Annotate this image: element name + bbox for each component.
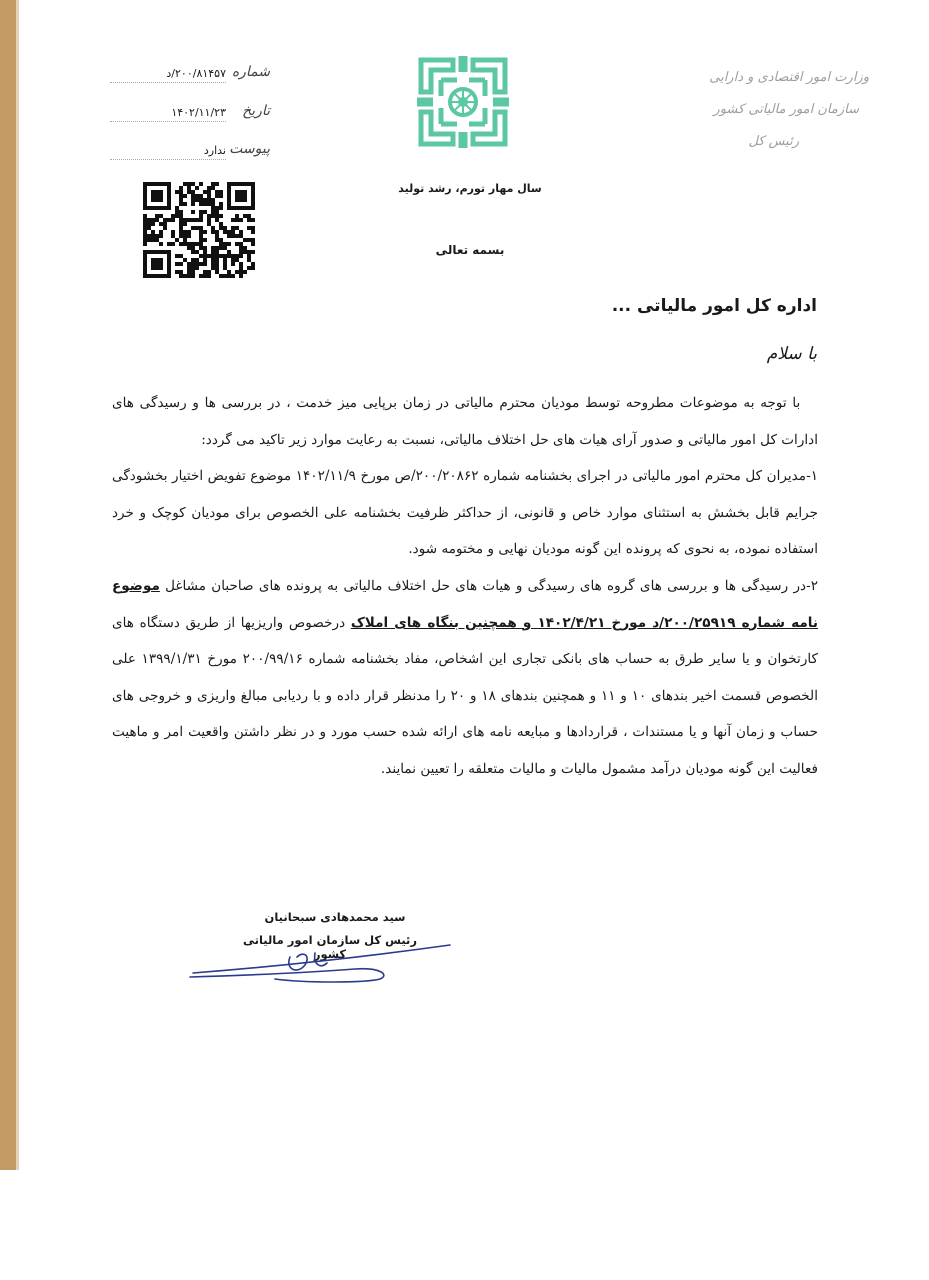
qr-module — [187, 270, 191, 274]
date-label: تاریخ — [242, 103, 270, 119]
qr-module — [247, 254, 251, 258]
qr-module — [247, 214, 251, 218]
qr-module — [187, 190, 191, 194]
qr-module — [147, 218, 151, 222]
qr-module — [243, 250, 247, 254]
qr-module — [251, 226, 255, 230]
qr-module — [191, 274, 195, 278]
qr-module — [215, 254, 219, 258]
ministry-letterhead — [679, 62, 869, 158]
qr-module — [251, 230, 255, 234]
qr-module — [243, 270, 247, 274]
qr-module — [219, 274, 223, 278]
qr-module — [219, 226, 223, 230]
number-value: ۲۰۰/۸۱۴۵۷/د — [166, 67, 226, 80]
qr-module — [179, 202, 183, 206]
qr-module — [247, 258, 251, 262]
qr-module — [171, 234, 175, 238]
qr-module — [231, 226, 235, 230]
qr-module — [211, 202, 215, 206]
qr-module — [183, 234, 187, 238]
qr-module — [203, 230, 207, 234]
item-2-paragraph — [112, 568, 818, 788]
qr-module — [199, 202, 203, 206]
qr-module — [187, 218, 191, 222]
qr-module — [223, 230, 227, 234]
qr-module — [215, 194, 219, 198]
qr-module — [183, 238, 187, 242]
qr-module — [203, 202, 207, 206]
qr-module — [231, 218, 235, 222]
qr-module — [187, 186, 191, 190]
qr-module — [187, 230, 191, 234]
qr-module — [227, 250, 231, 254]
qr-module — [211, 214, 215, 218]
qr-module — [231, 274, 235, 278]
qr-module — [199, 182, 203, 186]
qr-module — [187, 182, 191, 186]
qr-module — [215, 230, 219, 234]
qr-module — [143, 218, 147, 222]
qr-module — [187, 262, 191, 266]
qr-module — [195, 194, 199, 198]
qr-module — [207, 214, 211, 218]
qr-module — [203, 190, 207, 194]
qr-module — [143, 234, 147, 238]
attachment-row — [110, 141, 270, 163]
qr-module — [183, 182, 187, 186]
qr-module — [207, 186, 211, 190]
qr-module — [195, 226, 199, 230]
ministry-line: وزارت امور اقتصادی و دارایی — [709, 70, 869, 85]
qr-module — [175, 206, 179, 210]
qr-module — [231, 254, 235, 258]
qr-module — [183, 230, 187, 234]
qr-module — [231, 262, 235, 266]
qr-module — [167, 242, 171, 246]
qr-module — [199, 198, 203, 202]
attachment-value: ندارد — [203, 144, 226, 157]
qr-module — [187, 242, 191, 246]
qr-module — [179, 214, 183, 218]
qr-module — [143, 230, 147, 234]
qr-module — [239, 274, 243, 278]
qr-module — [195, 218, 199, 222]
qr-module — [187, 234, 191, 238]
qr-module — [199, 238, 203, 242]
qr-module — [143, 242, 147, 246]
qr-module — [215, 250, 219, 254]
signatory-name: سید محمدهادی سبحانیان — [264, 910, 406, 924]
qr-module — [239, 234, 243, 238]
qr-module — [227, 274, 231, 278]
organization-line: سازمان امور مالیاتی کشور — [713, 102, 859, 117]
qr-module — [219, 238, 223, 242]
qr-module — [179, 186, 183, 190]
qr-module — [159, 242, 163, 246]
qr-module — [239, 218, 243, 222]
qr-module — [191, 226, 195, 230]
qr-module — [195, 266, 199, 270]
qr-module — [235, 258, 239, 262]
qr-module — [251, 262, 255, 266]
greeting: با سلام — [766, 344, 817, 364]
qr-module — [211, 262, 215, 266]
attachment-dotted-line — [110, 159, 226, 160]
qr-module — [187, 266, 191, 270]
qr-module — [215, 190, 219, 194]
qr-module — [183, 194, 187, 198]
qr-module — [215, 262, 219, 266]
qr-module — [199, 246, 203, 250]
qr-module — [175, 262, 179, 266]
qr-module — [211, 226, 215, 230]
qr-module — [147, 222, 151, 226]
qr-module — [247, 266, 251, 270]
qr-module — [179, 242, 183, 246]
qr-module — [203, 270, 207, 274]
qr-module — [239, 246, 243, 250]
qr-module — [179, 230, 183, 234]
attachment-label: پیوست — [229, 141, 270, 157]
qr-code — [143, 182, 255, 278]
qr-module — [203, 262, 207, 266]
qr-module — [239, 270, 243, 274]
qr-module — [247, 226, 251, 230]
qr-module — [199, 214, 203, 218]
qr-module — [159, 230, 163, 234]
qr-module — [167, 218, 171, 222]
number-label: شماره — [231, 64, 270, 80]
qr-module — [219, 206, 223, 210]
qr-module — [143, 226, 147, 230]
qr-module — [235, 242, 239, 246]
qr-module — [191, 190, 195, 194]
qr-module — [171, 214, 175, 218]
qr-module — [179, 226, 183, 230]
qr-module — [239, 262, 243, 266]
qr-module — [175, 214, 179, 218]
qr-module — [235, 234, 239, 238]
qr-module — [227, 270, 231, 274]
qr-module — [227, 234, 231, 238]
qr-module — [239, 250, 243, 254]
qr-module — [231, 234, 235, 238]
qr-module — [151, 218, 155, 222]
qr-module — [199, 218, 203, 222]
qr-module — [203, 258, 207, 262]
qr-module — [207, 198, 211, 202]
qr-module — [215, 234, 219, 238]
qr-module — [223, 246, 227, 250]
qr-module — [223, 226, 227, 230]
qr-module — [231, 258, 235, 262]
qr-module — [239, 242, 243, 246]
qr-module — [179, 198, 183, 202]
qr-module — [195, 186, 199, 190]
qr-module — [251, 238, 255, 242]
qr-module — [183, 202, 187, 206]
qr-module — [235, 226, 239, 230]
qr-module — [211, 254, 215, 258]
qr-module — [151, 222, 155, 226]
qr-module — [235, 254, 239, 258]
qr-module — [151, 238, 155, 242]
qr-module — [215, 258, 219, 262]
qr-module — [219, 202, 223, 206]
qr-module — [227, 230, 231, 234]
qr-module — [163, 226, 167, 230]
qr-module — [183, 218, 187, 222]
qr-module — [195, 242, 199, 246]
qr-module — [151, 234, 155, 238]
qr-module — [215, 270, 219, 274]
date-value: ۱۴۰۲/۱۱/۲۳ — [171, 106, 226, 119]
qr-module — [219, 190, 223, 194]
qr-module — [147, 234, 151, 238]
item-2-subject: موضوع نامه شماره ۲۰۰/۲۵۹۱۹/د مورخ ۱۴۰۲/۴/۲۱ و همچنین بنگاه های املاک — [112, 577, 819, 631]
qr-module — [211, 210, 215, 214]
qr-module — [215, 214, 219, 218]
qr-module — [227, 242, 231, 246]
qr-module — [211, 206, 215, 210]
letter-number-row — [110, 64, 270, 86]
qr-module — [159, 234, 163, 238]
qr-module — [207, 254, 211, 258]
qr-module — [199, 242, 203, 246]
office-line: رئیس کل — [748, 134, 799, 149]
qr-module — [179, 218, 183, 222]
qr-module — [211, 258, 215, 262]
qr-module — [251, 242, 255, 246]
qr-module — [223, 258, 227, 262]
qr-module — [203, 210, 207, 214]
qr-module — [191, 242, 195, 246]
qr-module — [219, 194, 223, 198]
qr-module — [155, 234, 159, 238]
qr-module — [251, 266, 255, 270]
qr-module — [171, 230, 175, 234]
qr-module — [207, 202, 211, 206]
tax-organization-logo — [413, 52, 513, 152]
qr-module — [207, 218, 211, 222]
qr-module — [179, 222, 183, 226]
qr-module — [175, 210, 179, 214]
qr-module — [223, 254, 227, 258]
qr-module — [179, 262, 183, 266]
qr-module — [191, 218, 195, 222]
qr-module — [163, 222, 167, 226]
qr-module — [171, 242, 175, 246]
qr-module — [243, 238, 247, 242]
addressee: اداره کل امور مالیاتی ... — [611, 296, 817, 316]
qr-module — [215, 182, 219, 186]
qr-module — [243, 214, 247, 218]
qr-module — [199, 210, 203, 214]
qr-module — [219, 246, 223, 250]
qr-module — [179, 190, 183, 194]
qr-module — [195, 258, 199, 262]
qr-module — [215, 206, 219, 210]
item-2-lead: ۲-در رسیدگی ها و بررسی های گروه های رسیدگی و هیات های حل اختلاف مالیاتی به پرونده های صاحبان مشاغل — [159, 577, 818, 594]
qr-module — [183, 242, 187, 246]
qr-module — [191, 202, 195, 206]
qr-module — [207, 190, 211, 194]
qr-module — [211, 250, 215, 254]
item-1-paragraph: ۱-مدیران کل محترم امور مالیاتی در اجرای بخشنامه شماره ۲۰۰/۲۰۸۶۲/ص مورخ ۱۴۰۲/۱۱/۹ موضوع تفویض اختیار بخشودگی جرایم قابل بخشش به استثنای موارد خاص و قانونی، از حداکثر ظرفیت بخشنامه علی الخصوص برای مودیان کوچک و خرد استفاده نموده، به نحوی که پرونده این گونه مودیان نهایی و مختومه شود. — [112, 468, 818, 558]
qr-module — [211, 182, 215, 186]
year-slogan: سال مهار تورم، رشد تولید — [398, 182, 542, 195]
qr-module — [203, 246, 207, 250]
qr-module — [175, 190, 179, 194]
qr-module — [203, 198, 207, 202]
qr-module — [247, 238, 251, 242]
qr-module — [199, 226, 203, 230]
qr-module — [215, 266, 219, 270]
qr-module — [247, 250, 251, 254]
qr-module — [195, 250, 199, 254]
qr-module — [243, 246, 247, 250]
qr-module — [163, 218, 167, 222]
qr-module — [191, 266, 195, 270]
qr-module — [183, 274, 187, 278]
qr-module — [219, 254, 223, 258]
qr-module — [179, 254, 183, 258]
qr-module — [191, 182, 195, 186]
qr-module — [143, 238, 147, 242]
qr-module — [187, 274, 191, 278]
qr-module — [215, 246, 219, 250]
qr-module — [143, 214, 147, 218]
handwritten-signature — [185, 925, 455, 985]
qr-module — [247, 218, 251, 222]
qr-module — [211, 246, 215, 250]
qr-module — [187, 246, 191, 250]
letter-date-row — [110, 103, 270, 125]
page-edge-shadow — [16, 0, 19, 1170]
qr-module — [203, 254, 207, 258]
qr-module — [223, 266, 227, 270]
qr-module — [191, 250, 195, 254]
signatory-title: رئیس کل سازمان امور مالیاتی کشور — [243, 933, 417, 961]
qr-module — [251, 250, 255, 254]
qr-module — [175, 270, 179, 274]
qr-module — [191, 210, 195, 214]
qr-module — [179, 274, 183, 278]
qr-module — [195, 262, 199, 266]
qr-module — [235, 218, 239, 222]
qr-module — [211, 186, 215, 190]
qr-module — [207, 222, 211, 226]
qr-module — [191, 246, 195, 250]
bismillah-heading: بسمه تعالی — [435, 243, 505, 257]
qr-module — [223, 274, 227, 278]
qr-module — [219, 214, 223, 218]
qr-module — [183, 222, 187, 226]
qr-module — [175, 238, 179, 242]
qr-module — [155, 214, 159, 218]
qr-module — [215, 218, 219, 222]
qr-module — [219, 222, 223, 226]
qr-module — [195, 198, 199, 202]
item-2-rest: درخصوص واریزیها از طریق دستگاه های کارتخوان و یا سایر طرق به حساب های بانکی تجاری این اشخاص، مفاد بخشنامه شماره ۲۰۰/۹۹/۱۶ مورخ ۱۳۹۹/۱/۳۱ علی الخصوص قسمت اخیر بندهای ۱۰ و ۱۱ و همچنین بندهای ۱۸ و ۲۰ را مدنظر قرار داده و با ردیابی مبالغ واریزی و خروجی های حساب و زمان آنها و یا مستندات ، قراردادها و مبایعه نامه های ارائه شده حسب مورد و در نظر داشتن واقعیت امر و ماهیت فعالیت این گونه مودیان درآمد مشمول مالیات و مالیات متعلقه را تعیین نمایند. — [112, 614, 818, 777]
qr-module — [191, 270, 195, 274]
qr-module — [239, 230, 243, 234]
qr-module — [159, 222, 163, 226]
qr-module — [211, 198, 215, 202]
qr-module — [219, 242, 223, 246]
qr-module — [251, 218, 255, 222]
qr-module — [191, 198, 195, 202]
qr-module — [215, 238, 219, 242]
qr-module — [175, 254, 179, 258]
qr-module — [215, 210, 219, 214]
qr-module — [235, 214, 239, 218]
date-dotted-line — [110, 121, 226, 122]
qr-module — [147, 226, 151, 230]
qr-module — [199, 274, 203, 278]
qr-module — [155, 218, 159, 222]
qr-module — [171, 218, 175, 222]
qr-module — [227, 254, 231, 258]
intro-paragraph: با توجه به موضوعات مطروحه توسط مودیان محترم مالیاتی در زمان برپایی میز خدمت ، در بررسی ها و رسیدگی های ادارات کل امور مالیاتی و صدور آرای هیات های حل اختلاف مالیاتی، نسبت به رعایت موارد زیر تاکید می گردد: — [112, 395, 818, 448]
qr-module — [235, 270, 239, 274]
qr-module — [199, 262, 203, 266]
qr-module — [191, 258, 195, 262]
qr-module — [179, 210, 183, 214]
page-edge-strip — [0, 0, 16, 1170]
qr-module — [223, 242, 227, 246]
qr-module — [211, 266, 215, 270]
qr-module — [147, 238, 151, 242]
qr-module — [199, 230, 203, 234]
qr-module — [211, 230, 215, 234]
qr-module — [199, 194, 203, 198]
qr-module — [199, 254, 203, 258]
qr-module — [203, 238, 207, 242]
qr-module — [207, 274, 211, 278]
qr-module — [179, 270, 183, 274]
qr-module — [239, 266, 243, 270]
qr-module — [159, 214, 163, 218]
qr-module — [223, 262, 227, 266]
qr-module — [191, 262, 195, 266]
qr-module — [183, 258, 187, 262]
qr-module — [155, 238, 159, 242]
qr-module — [207, 270, 211, 274]
qr-module — [203, 274, 207, 278]
qr-module — [207, 194, 211, 198]
qr-module — [203, 250, 207, 254]
qr-module — [151, 230, 155, 234]
qr-module — [199, 234, 203, 238]
qr-module — [239, 254, 243, 258]
qr-module — [179, 194, 183, 198]
qr-module — [191, 194, 195, 198]
qr-module — [179, 234, 183, 238]
letter-body — [112, 385, 818, 788]
qr-module — [143, 222, 147, 226]
qr-module — [231, 230, 235, 234]
number-dotted-line — [110, 82, 226, 83]
